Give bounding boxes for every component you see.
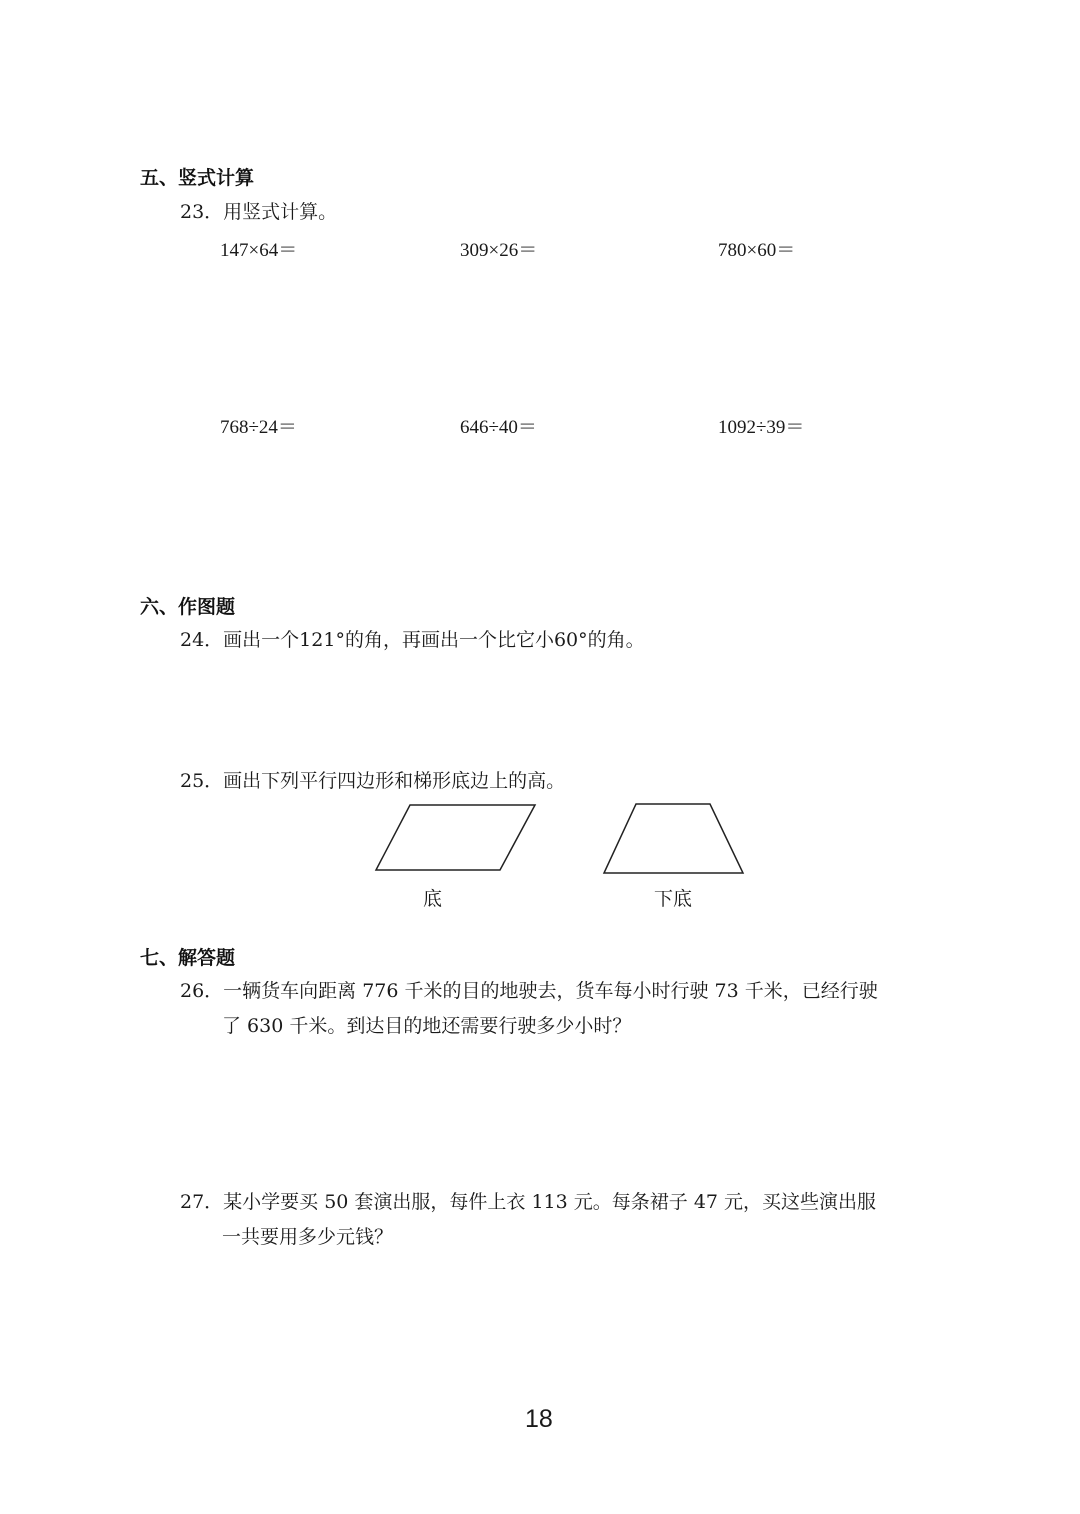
parallelogram-figure (370, 800, 540, 875)
page-number: 18 (525, 1405, 553, 1433)
calc-problem: 768÷24＝ (220, 417, 297, 438)
question-27-line-2: 一共要用多少元钱？ (222, 1226, 394, 1248)
question-27-line-1: 27．某小学要买 50 套演出服，每件上衣 113 元。每条裙子 47 元，买这些演出服 (180, 1191, 877, 1213)
question-26-line-2: 了 630 千米。到达目的地还需要行驶多少小时？ (222, 1015, 632, 1037)
parallelogram-base-label: 底 (423, 888, 443, 910)
calc-problem: 646÷40＝ (460, 417, 537, 438)
trapezoid-base-label: 下底 (654, 888, 693, 910)
calc-problem: 1092÷39＝ (718, 417, 805, 438)
question-26-line-1: 26．一辆货车向距离 776 千米的目的地驶去，货车每小时行驶 73 千米，已经行驶 (180, 980, 878, 1002)
calc-problem: 147×64＝ (220, 240, 298, 261)
section-title-drawing: 六、作图题 (140, 596, 236, 618)
question-24-text: 24．画出一个121°的角，再画出一个比它小60°的角。 (180, 629, 645, 651)
question-25-text: 25．画出下列平行四边形和梯形底边上的高。 (180, 770, 566, 792)
calc-problem: 780×60＝ (718, 240, 796, 261)
section-title-vertical-calculation: 五、竖式计算 (140, 167, 255, 189)
question-23-text: 23．用竖式计算。 (180, 201, 338, 223)
calc-problem: 309×26＝ (460, 240, 538, 261)
trapezoid-figure (598, 800, 748, 878)
section-title-word-problems: 七、解答题 (140, 947, 236, 969)
